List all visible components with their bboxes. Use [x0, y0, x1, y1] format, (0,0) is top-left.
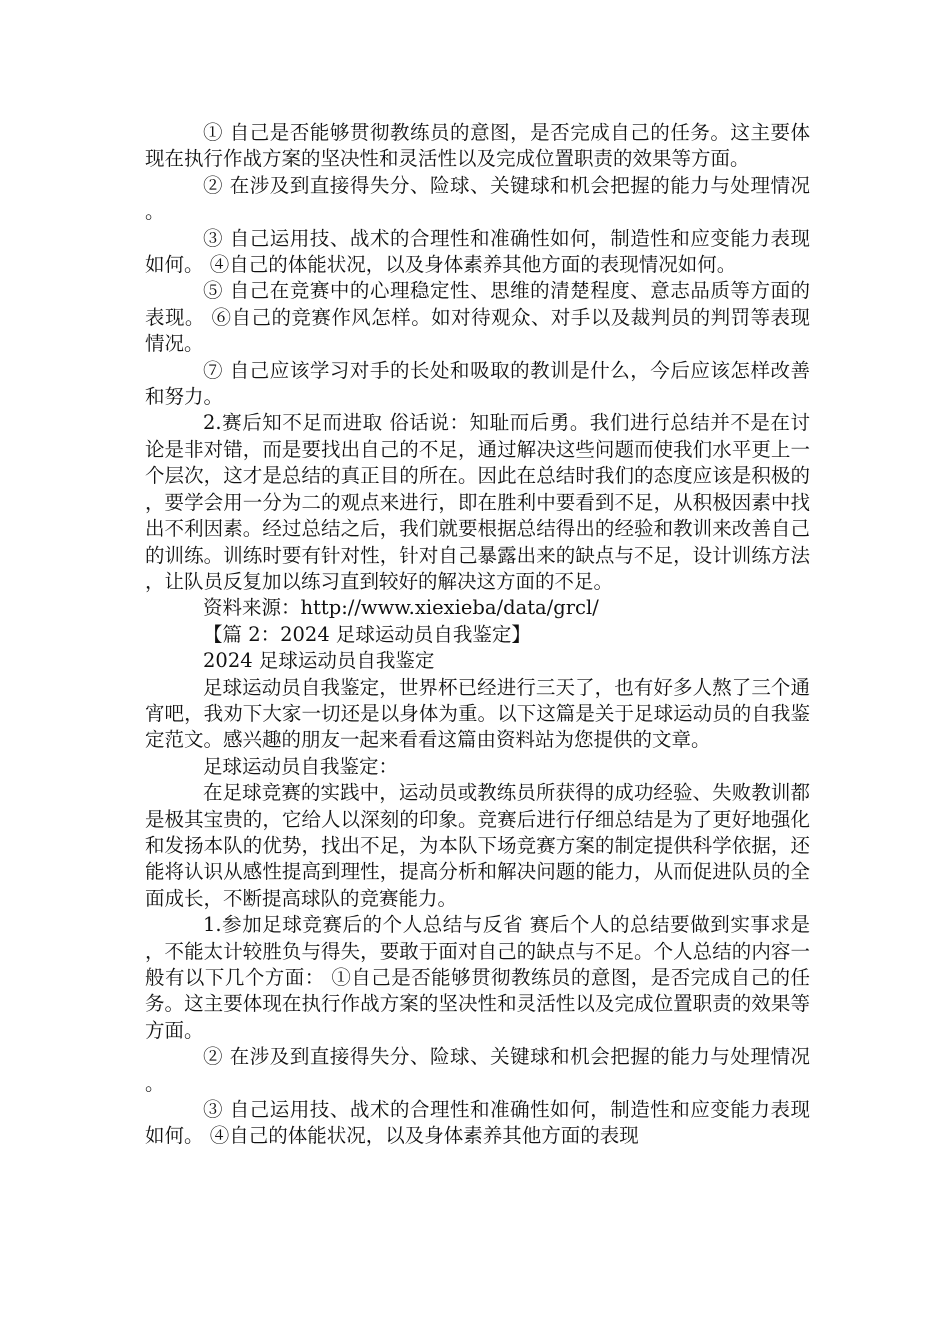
paragraph-body-3: ② 在涉及到直接得失分、险球、关键球和机会把握的能力与处理情况。 — [145, 1045, 810, 1095]
article-title: 2024 足球运动员自我鉴定 — [203, 649, 435, 673]
paragraph-1: ① 自己是否能够贯彻教练员的意图，是否完成自己的任务。这主要体现在执行作战方案的坚决性和灵活性以及完成位置职责的效果等方面。 — [145, 121, 810, 171]
paragraph-6: 2.赛后知不足而进取 俗话说：知耻而后勇。我们进行总结并不是在讨论是非对错，而是要找出自己的不足，通过解决这些问题而使我们水平更上一个层次，这才是总结的真正目的所在。因此在总结时我们的态度应该是积极的，要学会用一分为二的观点来进行，即在胜利中要看到不足，从积极因素中找出不利因素。经过总结之后，我们就要根据总结得出的经验和教训来改善自己的训练。训练时要有针对性，针对自己暴露出来的缺点与不足，设计训练方法，让队员反复加以练习直到较好的解决这方面的不足。 — [145, 411, 810, 593]
section-heading: 【篇 2：2024 足球运动员自我鉴定】 — [203, 622, 531, 646]
paragraph-body-4: ③ 自己运用技、战术的合理性和准确性如何，制造性和应变能力表现如何。 ④自己的体能状况，以及身体素养其他方面的表现 — [145, 1098, 810, 1148]
document-page — [145, 120, 810, 1150]
paragraph-2: ② 在涉及到直接得失分、险球、关键球和机会把握的能力与处理情况。 — [145, 173, 810, 224]
source-line: 资料来源：http://www.xiexieba/data/grcl/ — [203, 596, 599, 620]
paragraph-5: ⑦ 自己应该学习对手的长处和吸取的教训是什么，今后应该怎样改善和努力。 — [145, 358, 810, 409]
paragraph-4: ⑤ 自己在竞赛中的心理稳定性、思维的清楚程度、意志品质等方面的表现。 ⑥自己的竞赛作风怎样。如对待观众、对手以及裁判员的判罚等表现情况。 — [145, 279, 810, 356]
paragraph-body-2: 1.参加足球竞赛后的个人总结与反省 赛后个人的总结要做到实事求是，不能太计较胜负与得失，要敢于面对自己的缺点与不足。个人总结的内容一般有以下几个方面： ①自己是否能够贯彻教练员的意图，是否完成自己的任务。这主要体现在执行作战方案的坚决性和灵活性以及完成位置职责的效果等方面。 — [145, 913, 810, 1042]
subheading: 足球运动员自我鉴定： — [203, 754, 399, 778]
paragraph-body-1: 在足球竞赛的实践中，运动员或教练员所获得的成功经验、失败教训都是极其宝贵的，它给人以深刻的印象。竞赛后进行仔细总结是为了更好地强化和发扬本队的优势，找出不足，为本队下场竞赛方案的制定提供科学依据，还能将认识从感性提高到理性，提高分析和解决问题的能力，从而促进队员的全面成长，不断提高球队的竞赛能力。 — [145, 781, 810, 910]
paragraph-intro: 足球运动员自我鉴定，世界杯已经进行三天了，也有好多人熬了三个通宵吧，我劝下大家一切还是以身体为重。以下这篇是关于足球运动员的自我鉴定范文。感兴趣的朋友一起来看看这篇由资料站为您提供的文章。 — [145, 675, 810, 752]
paragraph-3: ③ 自己运用技、战术的合理性和准确性如何，制造性和应变能力表现如何。 ④自己的体能状况，以及身体素养其他方面的表现情况如何。 — [145, 226, 810, 277]
